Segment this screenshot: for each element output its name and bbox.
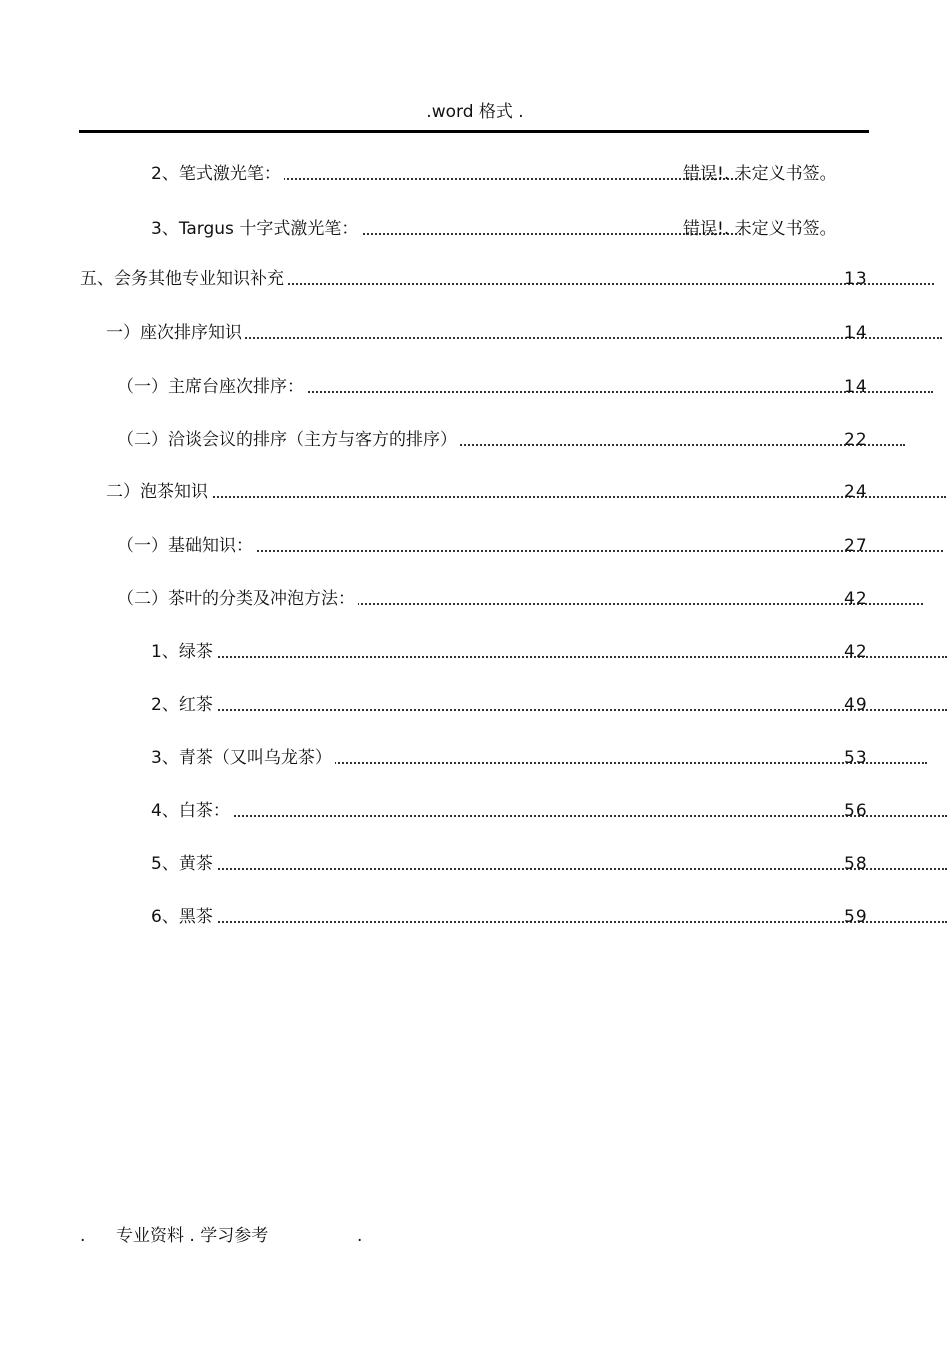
toc-entry-label: 3、Targus 十字式激光笔： <box>151 217 361 241</box>
toc-entry-label: 5、黄茶 <box>151 852 216 876</box>
toc-leader <box>151 656 947 658</box>
header-text: .word 格式 . <box>426 102 524 122</box>
toc-entry[interactable] <box>106 321 944 345</box>
toc-entry[interactable] <box>117 375 935 399</box>
toc-leader <box>106 496 946 498</box>
toc-entry[interactable] <box>151 162 851 186</box>
toc-entry-page: 49 <box>844 695 868 715</box>
toc-entry-page: 错误!. 未定义书签。 <box>683 219 837 239</box>
toc-leader <box>151 921 947 923</box>
toc-entry-page: 59 <box>844 907 868 927</box>
page-footer <box>0 1224 950 1248</box>
toc-entry[interactable] <box>151 217 851 241</box>
toc-entry[interactable] <box>151 799 947 823</box>
toc-entry-page: 13 <box>844 269 868 289</box>
toc-leader <box>151 868 947 870</box>
toc-entry-page: 58 <box>844 854 868 874</box>
toc-entry[interactable] <box>117 534 945 558</box>
toc-entry-page: 24 <box>844 482 868 502</box>
toc-entry[interactable] <box>117 587 925 611</box>
toc-entry-label: 4、白茶： <box>151 799 233 823</box>
toc-entry-page: 22 <box>844 430 868 450</box>
toc-entry-label: 五、会务其他专业知识补充 <box>80 267 287 291</box>
toc-entry-page: 14 <box>844 323 868 343</box>
toc-entry[interactable] <box>151 852 947 876</box>
toc-entry-label: 6、黑茶 <box>151 905 216 929</box>
toc-entry-label: （一）基础知识： <box>117 534 256 558</box>
toc-entry-label: 1、绿茶 <box>151 640 216 664</box>
toc-entry-page: 错误!. 未定义书签。 <box>683 164 837 184</box>
toc-entry-label: （二）洽谈会议的排序（主方与客方的排序） <box>117 428 460 452</box>
toc-entry-page: 14 <box>844 377 868 397</box>
toc-entry-label: 二）泡茶知识 <box>106 480 211 504</box>
toc-entry-page: 56 <box>844 801 868 821</box>
toc-entry-label: （一）主席台座次排序： <box>117 375 307 399</box>
toc-entry-page: 42 <box>844 589 868 609</box>
toc-entry[interactable] <box>151 746 929 770</box>
toc-entry-label: 一）座次排序知识 <box>106 321 245 345</box>
toc-leader <box>151 709 947 711</box>
toc-entry[interactable] <box>80 267 935 291</box>
toc-entry-page: 53 <box>844 748 868 768</box>
toc-entry[interactable] <box>151 693 947 717</box>
toc-entry[interactable] <box>151 905 947 929</box>
toc-entry[interactable] <box>117 428 907 452</box>
toc-entry-label: （二）茶叶的分类及冲泡方法： <box>117 587 358 611</box>
toc-entry-page: 42 <box>844 642 868 662</box>
toc-leader <box>151 815 947 817</box>
toc-entry-page: 27 <box>844 536 868 556</box>
toc-entry-label: 3、青茶（又叫乌龙茶） <box>151 746 335 770</box>
toc-entry[interactable] <box>106 480 944 504</box>
toc-entry-label: 2、笔式激光笔： <box>151 162 284 186</box>
footer-left-dot: . <box>80 1226 86 1246</box>
footer-text: 专业资料 . 学习参考 <box>116 1226 269 1246</box>
toc-entry-label: 2、红茶 <box>151 693 216 717</box>
footer-right-dot: . <box>357 1226 363 1246</box>
toc-entry[interactable] <box>151 640 947 664</box>
